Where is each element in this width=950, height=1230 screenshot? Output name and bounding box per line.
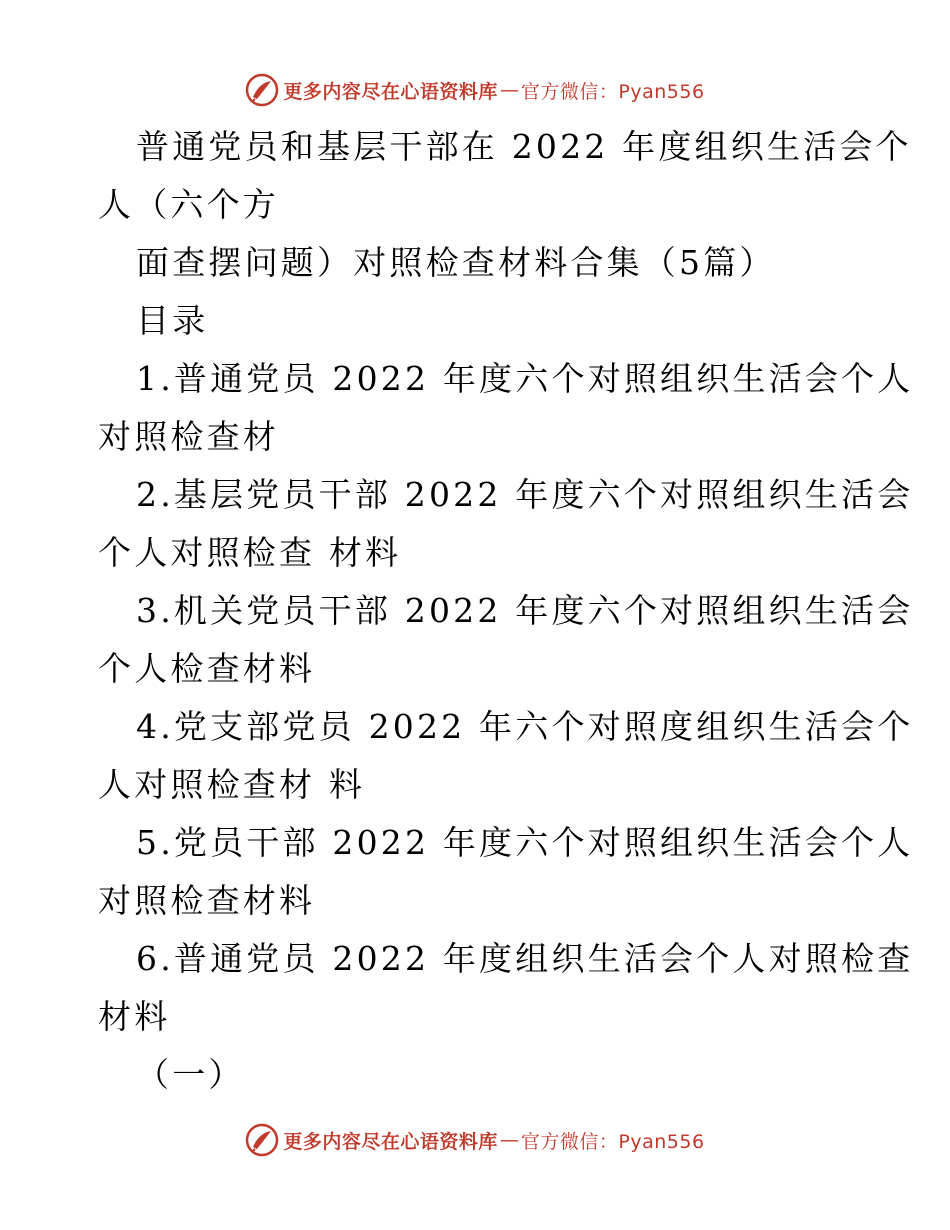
- toc-item-2-line-2: 个人对照检查 材料: [98, 533, 402, 572]
- banner-text: 更多内容尽在心语资料库: [283, 1130, 498, 1153]
- banner-separator: —: [499, 1129, 519, 1151]
- banner-separator: —: [499, 79, 519, 101]
- toc-heading: 目录: [136, 301, 209, 340]
- pen-logo-icon: [245, 73, 279, 107]
- toc-item-5-line-1: 5.党员干部 2022 年度六个对照组织生活会个人: [136, 823, 914, 862]
- toc-item-3-line-2: 个人检查材料: [98, 649, 316, 688]
- toc-item-3-line-1: 3.机关党员干部 2022 年度六个对照组织生活会: [136, 591, 914, 630]
- toc-item-5-line-2: 对照检查材料: [98, 881, 316, 920]
- toc-item-6-line-2: 材料: [98, 997, 171, 1036]
- title-line-2: 人（六个方: [98, 185, 279, 224]
- toc-item-1-line-2: 对照检查材: [98, 417, 279, 456]
- banner-wechat: 官方微信：Pyan556: [520, 80, 705, 103]
- toc-item-4-line-1: 4.党支部党员 2022 年六个对照度组织生活会个: [136, 707, 914, 746]
- banner-wechat: 官方微信：Pyan556: [520, 1130, 705, 1153]
- toc-item-4-line-2: 人对照检查材 料: [98, 765, 366, 804]
- toc-item-1-line-1: 1.普通党员 2022 年度六个对照组织生活会个人: [136, 359, 914, 398]
- pen-logo-icon: [245, 1123, 279, 1157]
- title-line-1: 普通党员和基层干部在 2022 年度组织生活会个: [136, 127, 912, 166]
- toc-item-2-line-1: 2.基层党员干部 2022 年度六个对照组织生活会: [136, 475, 914, 514]
- title-line-3: 面查摆问题）对照检查材料合集（5篇）: [136, 243, 776, 282]
- header-banner: [0, 70, 950, 110]
- section-marker: （一）: [136, 1055, 245, 1094]
- footer-banner: [0, 1120, 950, 1160]
- toc-item-6-line-1: 6.普通党员 2022 年度组织生活会个人对照检查: [136, 939, 914, 978]
- banner-text: 更多内容尽在心语资料库: [283, 80, 498, 103]
- document-body: [98, 118, 914, 1104]
